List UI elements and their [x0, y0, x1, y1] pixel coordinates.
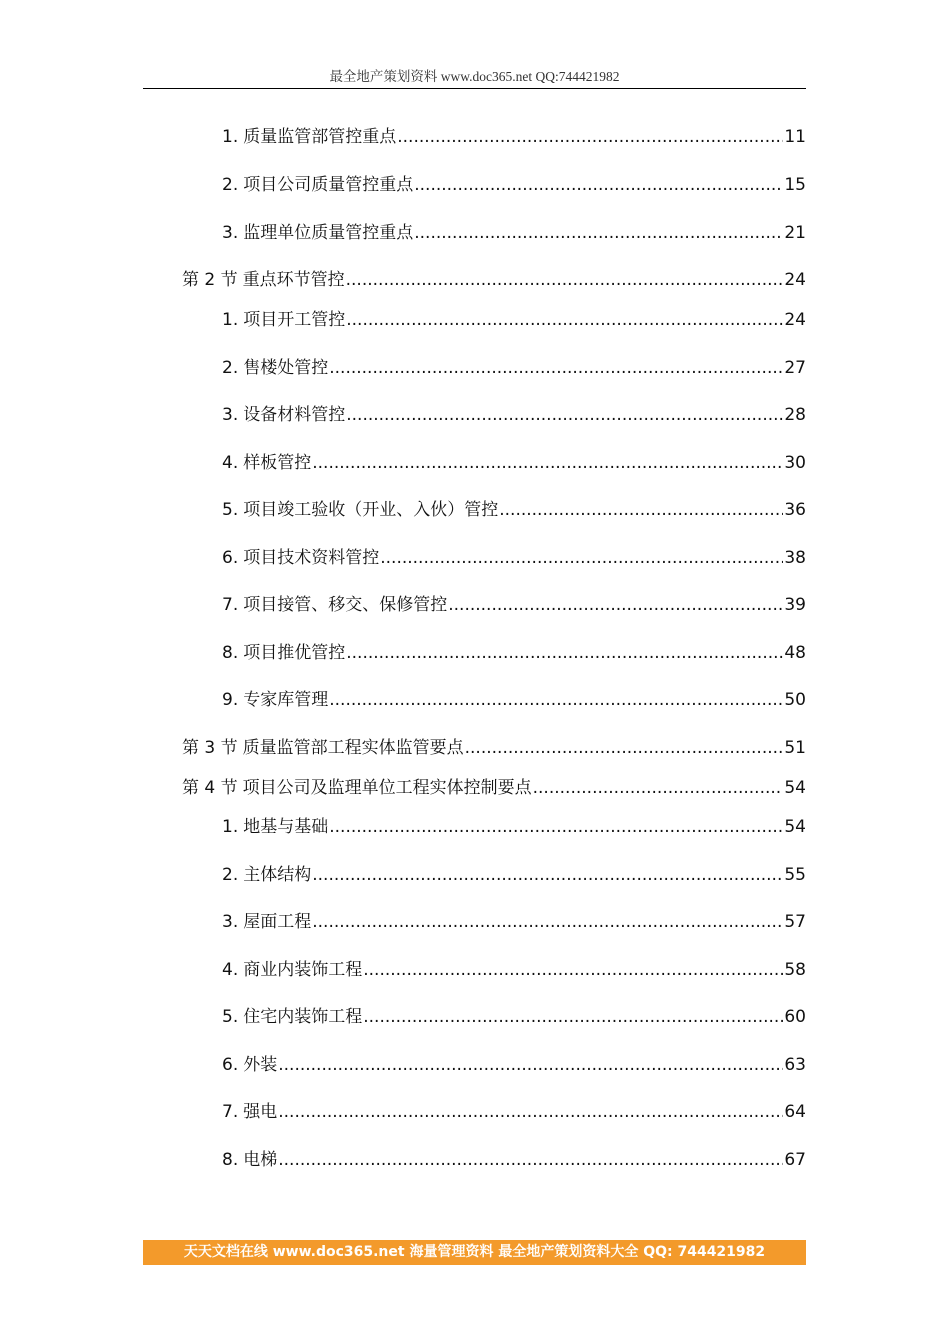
toc-entry[interactable] [222, 499, 806, 521]
toc-entry-title: 住宅内装饰工程 [243, 1007, 363, 1027]
toc-entry-page: 11 [784, 127, 806, 147]
toc-entry-page: 50 [784, 690, 806, 710]
toc-entry-title: 质量监管部管控重点 [243, 127, 397, 147]
toc-entry-page: 27 [784, 358, 806, 378]
toc-entry-page: 36 [784, 500, 806, 520]
toc-entry[interactable] [222, 864, 806, 886]
toc-entry-title: 强电 [243, 1102, 278, 1122]
toc-entry-number: 3. [222, 405, 239, 425]
toc-entry-number: 7. [222, 595, 239, 615]
toc-entry-page: 30 [784, 453, 806, 473]
toc-entry-title: 设备材料管控 [243, 405, 346, 425]
toc-entry[interactable] [222, 1006, 806, 1028]
toc-entry[interactable] [222, 126, 806, 148]
toc-entry[interactable] [222, 222, 806, 244]
toc-entry-page: 67 [784, 1150, 806, 1170]
toc-entry-title: 质量监管部工程实体监管要点 [242, 738, 464, 758]
toc-entry-page: 24 [784, 310, 806, 330]
toc-entry-number: 1. [222, 127, 239, 147]
toc-entry-number: 8. [222, 1150, 239, 1170]
toc-entry-title: 地基与基础 [243, 817, 329, 837]
toc-leader-dots [346, 404, 783, 426]
toc-entry-title: 项目公司质量管控重点 [243, 175, 414, 195]
toc-entry-number: 3. [222, 912, 239, 932]
toc-entry-title: 专家库管理 [243, 690, 329, 710]
toc-entry[interactable] [222, 1149, 806, 1171]
toc-entry-number: 9. [222, 690, 239, 710]
toc-entry[interactable] [222, 816, 806, 838]
toc-leader-dots [278, 1149, 783, 1171]
toc-entry-page: 58 [784, 960, 806, 980]
toc-entry-page: 21 [784, 223, 806, 243]
toc-leader-dots [465, 737, 784, 759]
toc-entry-number: 1. [222, 310, 239, 330]
toc-entry-title: 商业内装饰工程 [243, 960, 363, 980]
toc-entry-number: 1. [222, 817, 239, 837]
toc-section-entry[interactable] [182, 777, 806, 799]
toc-entry-title: 项目竣工验收（开业、入伙）管控 [243, 500, 499, 520]
toc-section-entry[interactable] [182, 269, 806, 291]
toc-entry-page: 64 [784, 1102, 806, 1122]
toc-entry-page: 38 [784, 548, 806, 568]
toc-section-entry[interactable] [182, 737, 806, 759]
toc-entry-page: 57 [784, 912, 806, 932]
toc-leader-dots [312, 864, 783, 886]
toc-entry-number: 8. [222, 643, 239, 663]
toc-leader-dots [414, 174, 783, 196]
toc-entry-page: 39 [784, 595, 806, 615]
toc-entry-title: 屋面工程 [243, 912, 312, 932]
toc-leader-dots [329, 689, 783, 711]
toc-entry-title: 项目接管、移交、保修管控 [243, 595, 448, 615]
toc-entry-title: 样板管控 [243, 453, 312, 473]
toc-entry-page: 15 [784, 175, 806, 195]
toc-leader-dots [414, 222, 783, 244]
toc-entry-number: 第 4 节 [182, 778, 238, 798]
toc-entry-title: 项目推优管控 [243, 643, 346, 663]
toc-entry-number: 第 3 节 [182, 738, 238, 758]
toc-leader-dots [533, 777, 784, 799]
toc-entry-number: 2. [222, 865, 239, 885]
toc-entry-page: 51 [784, 738, 806, 758]
toc-entry[interactable] [222, 959, 806, 981]
toc-entry-title: 主体结构 [243, 865, 312, 885]
footer-banner: 天天文档在线 www.doc365.net 海量管理资料 最全地产策划资料大全 QQ: 744421982 [143, 1240, 806, 1265]
toc-entry-page: 24 [784, 270, 806, 290]
toc-leader-dots [278, 1101, 783, 1123]
toc-leader-dots [499, 499, 783, 521]
toc-entry[interactable] [222, 1101, 806, 1123]
toc-entry-title: 监理单位质量管控重点 [243, 223, 414, 243]
toc-leader-dots [397, 126, 783, 148]
toc-entry-title: 电梯 [243, 1150, 278, 1170]
toc-entry-page: 63 [784, 1055, 806, 1075]
toc-leader-dots [329, 357, 783, 379]
toc-entry[interactable] [222, 357, 806, 379]
toc-entry[interactable] [222, 594, 806, 616]
toc-leader-dots [329, 816, 783, 838]
toc-leader-dots [346, 269, 784, 291]
toc-entry-title: 项目公司及监理单位工程实体控制要点 [242, 778, 532, 798]
toc-entry-number: 5. [222, 500, 239, 520]
toc-entry[interactable] [222, 404, 806, 426]
toc-entry[interactable] [222, 1054, 806, 1076]
toc-entry[interactable] [222, 689, 806, 711]
toc-entry[interactable] [222, 642, 806, 664]
toc-leader-dots [346, 642, 783, 664]
toc-entry-number: 5. [222, 1007, 239, 1027]
toc-entry[interactable] [222, 547, 806, 569]
toc-entry-page: 28 [784, 405, 806, 425]
toc-entry[interactable] [222, 174, 806, 196]
toc-entry-number: 3. [222, 223, 239, 243]
toc-entry-number: 4. [222, 453, 239, 473]
toc-leader-dots [448, 594, 783, 616]
toc-entry-number: 7. [222, 1102, 239, 1122]
toc-entry-page: 48 [784, 643, 806, 663]
toc-entry[interactable] [222, 452, 806, 474]
toc-entry-number: 4. [222, 960, 239, 980]
page-header: 最全地产策划资料 www.doc365.net QQ:744421982 [143, 66, 806, 89]
toc-entry-page: 55 [784, 865, 806, 885]
toc-leader-dots [363, 1006, 783, 1028]
toc-leader-dots [380, 547, 783, 569]
toc-entry-title: 外装 [243, 1055, 278, 1075]
toc-leader-dots [312, 452, 783, 474]
toc-leader-dots [346, 309, 783, 331]
toc-entry-number: 6. [222, 1055, 239, 1075]
toc-entry[interactable] [222, 309, 806, 331]
toc-entry-number: 6. [222, 548, 239, 568]
toc-entry-number: 2. [222, 358, 239, 378]
toc-entry-number: 2. [222, 175, 239, 195]
toc-entry-title: 项目开工管控 [243, 310, 346, 330]
toc-entry-title: 售楼处管控 [243, 358, 329, 378]
toc-entry-page: 54 [784, 778, 806, 798]
toc-leader-dots [278, 1054, 783, 1076]
toc-leader-dots [312, 911, 783, 933]
toc-entry-page: 54 [784, 817, 806, 837]
toc-entry[interactable] [222, 911, 806, 933]
toc-leader-dots [363, 959, 783, 981]
toc-entry-title: 项目技术资料管控 [243, 548, 380, 568]
toc-entry-page: 60 [784, 1007, 806, 1027]
toc-entry-number: 第 2 节 [182, 270, 238, 290]
toc-entry-title: 重点环节管控 [242, 270, 345, 290]
